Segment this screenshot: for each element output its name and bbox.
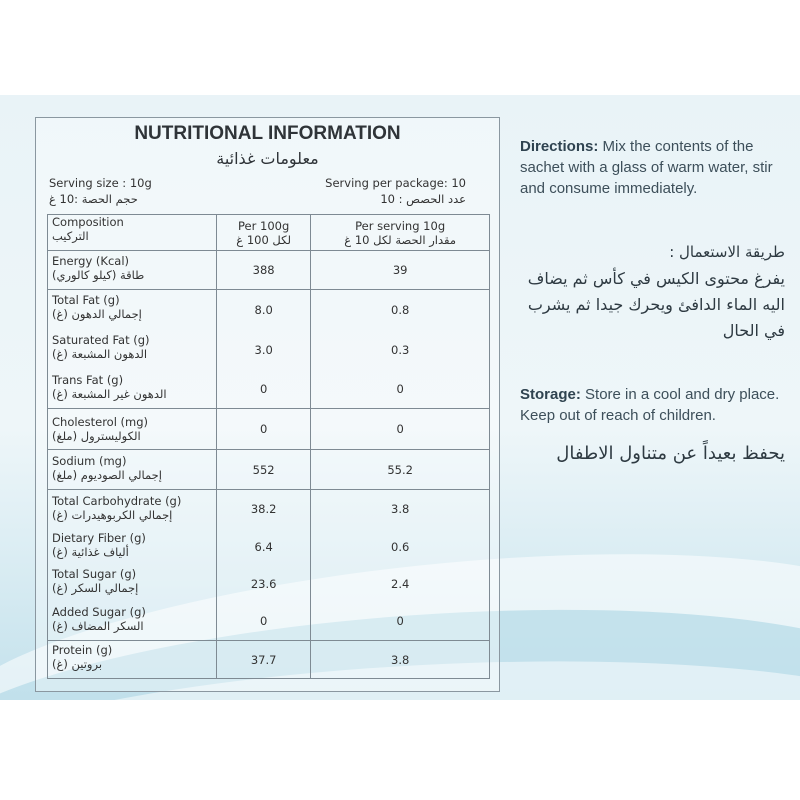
row-label: Energy (Kcal) [52,254,129,268]
table-row [48,641,490,679]
row-label: Total Carbohydrate (g) [52,494,182,508]
servings-per-package-arabic: عدد الحصص : 10 [380,192,466,206]
table-row [48,290,490,330]
table-row [48,490,490,529]
storage-text-arabic: يحفظ بعيداً عن متناول الاطفال [556,443,785,464]
table-row [48,529,490,565]
row-label: Added Sugar (g) [52,604,146,619]
serving-size-arabic: حجم الحصة :10 غ [49,192,138,206]
nutrition-table [47,214,490,679]
row-value-per-serving: 2.4 [311,565,490,603]
table-row [48,603,490,641]
row-value-per-serving: 55.2 [311,450,490,490]
row-label-arabic: بروتين (غ) [52,657,103,671]
row-label: Total Fat (g) [52,293,120,307]
table-row [48,409,490,450]
row-value-per-100g: 552 [217,450,311,490]
row-value-per-100g: 37.7 [217,641,311,679]
row-label: Dietary Fiber (g) [52,530,146,545]
table-row [48,251,490,290]
row-label-arabic: إجمالي الصوديوم (ملغ) [52,468,162,482]
row-value-per-serving: 0.8 [311,290,490,330]
row-value-per-100g: 6.4 [217,529,311,565]
row-value-per-100g: 23.6 [217,565,311,603]
table-row [48,565,490,603]
table-header-row [48,215,490,251]
row-label: Total Sugar (g) [52,566,137,581]
nutrition-title-arabic: معلومات غذائية [216,149,319,168]
row-label-arabic: إجمالي السكر (غ) [52,580,139,595]
nutrition-facts-panel [35,117,500,692]
table-row [48,370,490,409]
row-value-per-serving: 3.8 [311,641,490,679]
table-row [48,450,490,490]
row-value-per-100g: 0 [217,603,311,641]
directions-text-arabic: يفرغ محتوى الكيس في كأس ثم يضاف اليه الماء الدافئ ويحرك جيدا ثم يشرب في الحال [527,269,785,340]
directions-text: Mix the contents of the sachet with a glass of warm water, stir and consume immediately. [520,138,773,197]
directions-section [520,136,785,199]
column-header-composition: Composition التركيب [48,215,217,251]
row-value-per-100g: 3.0 [217,330,311,370]
row-label: Trans Fat (g) [52,372,124,387]
row-label-arabic: الكوليسترول (ملغ) [52,429,141,443]
row-value-per-serving: 39 [311,251,490,290]
row-label: Saturated Fat (g) [52,332,150,347]
row-value-per-serving: 0.6 [311,529,490,565]
row-label: Cholesterol (mg) [52,415,149,429]
row-label-arabic: الدهون المشبعة (غ) [52,346,148,361]
row-label-arabic: إجمالي الدهون (غ) [52,307,142,321]
storage-section [520,384,785,426]
row-label: Protein (g) [52,643,113,657]
row-label-arabic: إجمالي الكربوهيدرات (غ) [52,508,173,522]
row-value-per-serving: 0 [311,370,490,409]
row-value-per-100g: 0 [217,370,311,409]
row-label-arabic: ألياف غذائية (غ) [52,544,129,559]
storage-text: Store in a cool and dry place. Keep out of reach of children. [520,386,780,424]
row-label-arabic: طاقة (كيلو كالوري) [52,268,145,282]
serving-size: Serving size : 10g [49,176,152,190]
servings-per-package: Serving per package: 10 [325,176,466,190]
row-value-per-100g: 38.2 [217,490,311,529]
row-value-per-100g: 388 [217,251,311,290]
column-header-per-100g: Per 100g لكل 100 غ [217,215,311,251]
directions-heading: Directions: [520,138,599,155]
table-row [48,330,490,370]
row-value-per-serving: 0 [311,409,490,450]
row-label: Sodium (mg) [52,454,127,468]
row-label-arabic: السكر المضاف (غ) [52,618,144,633]
column-header-per-serving: Per serving 10g مقدار الحصة لكل 10 غ [311,215,490,251]
nutrition-title: NUTRITIONAL INFORMATION [134,123,401,144]
directions-heading-arabic: طريقة الاستعمال : [669,243,785,261]
row-value-per-serving: 3.8 [311,490,490,529]
row-value-per-serving: 0.3 [311,330,490,370]
row-value-per-100g: 0 [217,409,311,450]
storage-heading: Storage: [520,386,581,403]
row-value-per-100g: 8.0 [217,290,311,330]
row-value-per-serving: 0 [311,603,490,641]
row-label-arabic: الدهون غير المشبعة (غ) [52,386,167,401]
